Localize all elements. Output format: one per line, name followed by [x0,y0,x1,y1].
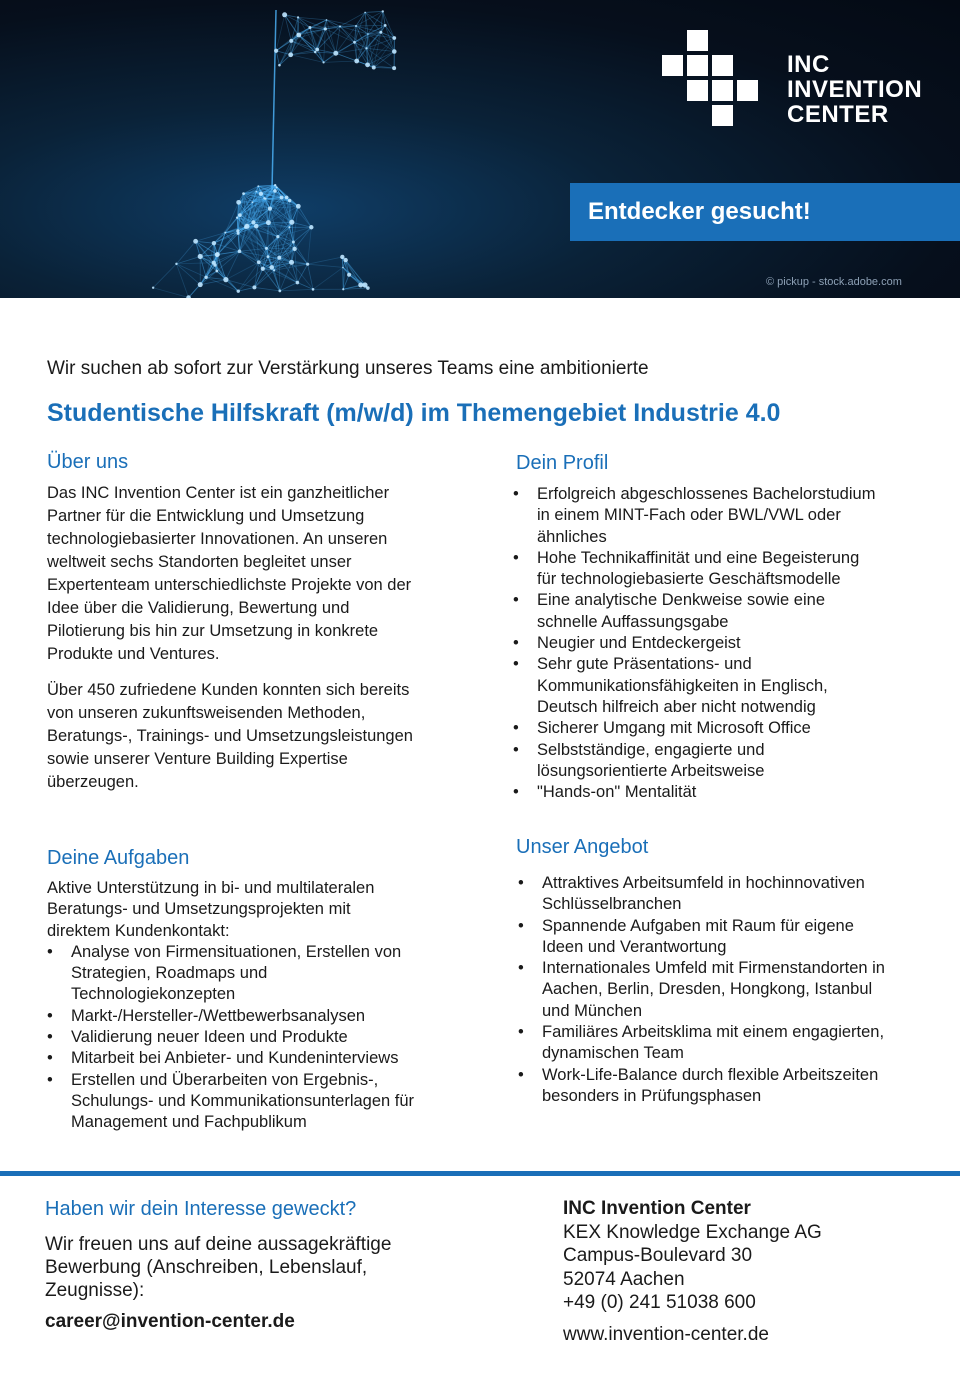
network-node [296,281,300,285]
network-node [259,192,263,196]
about-paragraph [47,482,467,666]
text-line: Schulungs- und Kommunikationsunterlagen für [71,1091,415,1110]
network-node [285,196,289,200]
section-heading: Dein Profil [516,452,609,474]
network-node [276,186,278,188]
network-node [215,270,218,273]
network-node [306,263,309,266]
network-node [278,64,281,67]
network-line [356,11,383,26]
tasks-list [47,942,467,1134]
network-line [308,257,343,264]
text-line: Sicherer Umgang mit Microsoft Office [537,719,811,738]
logo-square [712,105,733,126]
network-node [273,269,275,271]
network-node [223,277,228,282]
text-line: Erstellen und Überarbeiten von Ergebnis-, [71,1070,379,1089]
network-node [278,290,281,293]
phone-number: +49 (0) 241 51038 600 [563,1292,756,1313]
network-node [288,52,293,57]
network-node [266,220,271,225]
logo-line: INC [787,51,830,78]
network-node [245,224,250,229]
text-line: Eine analytische Denkweise sowie eine [537,591,825,610]
text-line: Familiäres Arbeitsklima mit einem engagierten, [542,1023,885,1042]
network-node [392,66,396,70]
logo-square [687,30,708,51]
logo-line: INVENTION [787,76,923,103]
text-line: Spannende Aufgaben mit Raum für eigene [542,916,854,935]
network-node [324,27,327,30]
network-node [254,224,259,229]
address-line: 52074 Aachen [563,1268,685,1290]
network-node [237,289,240,292]
bullet: • [513,719,519,738]
network-line [153,264,176,288]
banner: Entdecker gesucht! [570,183,960,241]
network-node [342,267,344,269]
network-node [365,47,367,49]
tasks-intro [47,878,467,942]
text-line: dynamischen Team [542,1044,684,1063]
text-line: Selbstständige, engagierte und [537,740,765,759]
list-item [47,1027,467,1048]
network-node [212,261,216,265]
text-line: Aktive Unterstützung in bi- und multilateralen [47,879,375,897]
network-node [315,48,319,52]
logo-square [712,55,733,76]
network-node [242,192,245,195]
network-node [367,33,369,35]
text-line: Produkte und Ventures. [47,645,220,663]
bullet: • [518,916,524,935]
footer-text: Wir freuen uns auf deine aussagekräftige Bewerbung (Anschreiben, Lebenslauf, Zeugnisse): [45,1234,392,1301]
bullet: • [513,591,519,610]
network-node [297,16,299,18]
about-section [47,451,467,794]
bullet: • [513,655,519,674]
text-line: besonders in Prüfungsphasen [542,1086,762,1105]
network-node [175,263,177,265]
network-line [308,227,312,264]
intro-text: Wir suchen ab sofort zur Verstärkung unseres Teams eine ambitionierte [47,358,649,379]
network-node [364,12,366,14]
text-line: Kommunikationsfähigkeiten in Englisch, [537,676,828,695]
offer-section [516,836,936,1107]
network-node [372,65,376,69]
text-line: weltweit sechs Standorten begleitet unser [47,553,352,571]
text-line: Partner für die Entwicklung und Umsetzung [47,507,365,525]
network-node [252,201,254,203]
network-node [322,61,324,63]
section-heading: Über uns [47,451,129,473]
list-item [513,633,933,654]
section-heading: Unser Angebot [516,836,649,858]
text-line: direktem Kundenkontakt: [47,921,230,940]
text-line: Idee über die Validierung, Bewertung und [47,599,350,617]
network-node [267,255,270,258]
network-node [292,241,295,244]
network-node [289,39,293,43]
text-line: schnelle Auffassungsgabe [537,612,729,631]
text-line: Über 450 zufriedene Kunden konnten sich bereits [47,681,410,699]
text-line: Validierung neuer Ideen und Produkte [71,1028,348,1047]
network-node [236,216,238,218]
network-node [308,26,311,29]
network-node [362,282,367,287]
bullet: • [513,740,519,759]
network-node [365,62,370,67]
network-line [254,287,279,290]
text-line: Internationales Umfeld mit Firmenstandorten in [542,959,885,978]
network-node [347,273,351,277]
section-heading: Deine Aufgaben [47,847,190,869]
network-node [392,36,396,40]
network-node [274,49,278,53]
network-node [152,287,154,289]
text-line: Markt-/Hersteller-/Wettbewerbsanalysen [71,1006,366,1025]
divider [0,1171,960,1176]
text-line: Sehr gute Präsentations- und [537,655,752,674]
network-node [276,235,279,238]
text-line: Beratungs-, Trainings- und Umsetzungsleistungen [47,727,413,745]
text-line: sowie unserer Venture Building Expertise [47,750,348,768]
network-node [236,229,239,232]
network-node [251,220,255,224]
network-node [274,184,276,186]
list-item [513,548,933,591]
bullet: • [513,485,519,503]
network-node [215,252,220,257]
network-node [236,200,241,205]
network-node [309,225,313,229]
network-node [280,196,284,200]
list-item [513,484,933,548]
logo-line: CENTER [787,101,889,128]
text-line: in einem MINT-Fach oder BWL/VWL oder [537,506,841,525]
network-node [204,276,207,279]
network-node [265,247,268,250]
network-line [266,248,294,249]
text-line: Beratungs- und Umsetzungsprojekten mit [47,900,351,919]
network-line [297,264,307,282]
bullet: • [518,1023,524,1042]
network-line [336,53,357,61]
list-item [513,654,933,718]
text-line: für technologiebasierte Geschäftsmodelle [537,570,841,589]
company-address [563,1197,822,1315]
text-line: Attraktives Arbeitsumfeld in hochinnovativen [542,874,865,892]
network-node [354,59,359,64]
network-node [238,213,242,217]
network-line [340,12,365,26]
network-node [263,197,265,199]
company-name: INC Invention Center [563,1198,751,1219]
network-node [296,204,301,209]
network-line [280,289,313,291]
list-item [47,1048,467,1069]
network-node [268,207,272,211]
network-node [353,41,356,44]
logo-text [787,52,922,127]
list-item [513,740,933,783]
network-node [340,255,344,259]
bullet: • [513,783,519,802]
bullet: • [47,1006,53,1025]
profile-section [513,452,933,803]
address-line: Campus-Boulevard 30 [563,1245,753,1266]
website-link[interactable]: www.invention-center.de [563,1324,769,1345]
bullet: • [518,959,524,978]
list-item [518,1022,936,1065]
bullet: • [47,1049,53,1068]
list-item [518,873,936,916]
network-node [198,282,203,287]
text-line: Expertenteam unterschiedlichste Projekte von der [47,576,412,594]
network-node [384,24,387,27]
text-line: Pilotierung bis hin zur Umsetzung in konkrete [47,622,379,640]
list-item [47,942,467,1006]
text-line: technologiebasierter Innovationen. An unseren [47,530,388,548]
network-line [291,41,315,52]
network-line [313,267,343,289]
footer-heading: Haben wir dein Interesse geweckt? [45,1198,357,1220]
offer-list [518,873,936,1107]
network-node [379,31,382,34]
profile-list [513,484,933,803]
network-node [212,241,216,245]
network-line [324,61,357,62]
network-node [193,239,198,244]
bullet: • [513,634,519,653]
logo-square [662,55,683,76]
text-line: Strategien, Roadmaps und [71,964,268,983]
text-line: von unseren zukunftsweisenden Methoden, [47,704,366,722]
network-line [214,263,239,291]
network-node [355,25,357,27]
network-node [269,265,274,270]
network-node [261,267,265,271]
text-line: Technologiekonzepten [71,985,236,1004]
network-node [273,189,277,193]
bullet: • [518,1065,524,1084]
text-line: Analyse von Firmensituationen, Erstellen von [71,942,402,961]
list-item [518,916,936,959]
network-node [314,51,316,53]
text-line: Schlüsselbranchen [542,895,682,914]
bullet: • [47,1070,53,1089]
text-line: Deutsch hilfreich aber nicht notwendig [537,697,816,716]
network-node [289,220,294,225]
network-node [277,256,281,260]
list-item [518,958,936,1022]
network-node [312,288,315,291]
hero-image [0,0,960,298]
network-node [288,226,290,228]
network-node [282,12,287,17]
network-node [288,199,291,202]
network-line [308,264,343,267]
list-item [47,1006,467,1027]
logo-square [687,80,708,101]
bullet: • [47,942,53,961]
text-line: ähnliches [537,527,607,546]
page-title: Studentische Hilfskraft (m/w/d) im Themengebiet Industrie 4.0 [47,399,781,427]
text-line: lösungsorientierte Arbeitsweise [537,761,765,780]
text-line: Ideen und Verantwortung [542,937,727,956]
network-node [333,51,338,56]
network-node [289,260,294,265]
network-node [257,260,261,264]
bullet: • [47,1028,53,1047]
network-node [224,232,226,234]
network-node [252,285,256,289]
text-line: Hohe Technikaffinität und eine Begeisterung [537,548,860,567]
logo-square [737,80,758,101]
list-item [513,590,933,633]
list-item [513,782,933,803]
network-node [198,254,203,259]
network-node [326,19,328,21]
bullet: • [518,874,524,892]
network-node [339,25,341,27]
list-item [518,1065,936,1108]
text-line: überzeugen. [47,773,139,791]
text-line: Management und Fachpublikum [71,1113,307,1132]
list-item [513,718,933,739]
network-node [342,288,344,290]
bullet: • [513,548,519,567]
text-line: Aachen, Berlin, Dresden, Hongkong, Istanbul [542,980,873,999]
list-item [47,1070,467,1134]
network-line [365,11,383,12]
network-node [296,33,298,35]
logo-square [687,55,708,76]
address-line: KEX Knowledge Exchange AG [563,1221,822,1243]
network-line [153,288,188,298]
network-node [382,10,384,12]
inc-logo [662,30,922,130]
network-node [343,258,347,262]
flag-pole [272,10,276,190]
network-node [255,191,257,193]
network-line [276,51,279,65]
tasks-section [47,847,467,1134]
text-line: Mitarbeit bei Anbieter- und Kundeninterviews [71,1049,399,1068]
network-lines [153,11,394,297]
network-node [238,250,242,254]
text-line: Work-Life-Balance durch flexible Arbeitszeiten [542,1065,879,1084]
network-line [324,29,326,62]
text-line: und München [542,1001,642,1020]
image-credit: © pickup - stock.adobe.com [766,276,902,288]
network-line [295,227,312,249]
text-line: "Hands-on" Mentalität [537,783,697,802]
about-paragraph [47,679,467,794]
network-node [257,185,259,187]
network-line [285,15,292,41]
network-node [292,247,296,251]
logo-square [712,80,733,101]
text-line: Erfolgreich abgeschlossenes Bachelorstudium [537,485,876,503]
network-line [189,285,201,298]
email-link[interactable]: career@invention-center.de [45,1311,295,1332]
text-line: Neugier und Entdeckergeist [537,634,741,653]
network-node [392,49,397,54]
text-line: Das INC Invention Center ist ein ganzheitlicher [47,484,390,502]
